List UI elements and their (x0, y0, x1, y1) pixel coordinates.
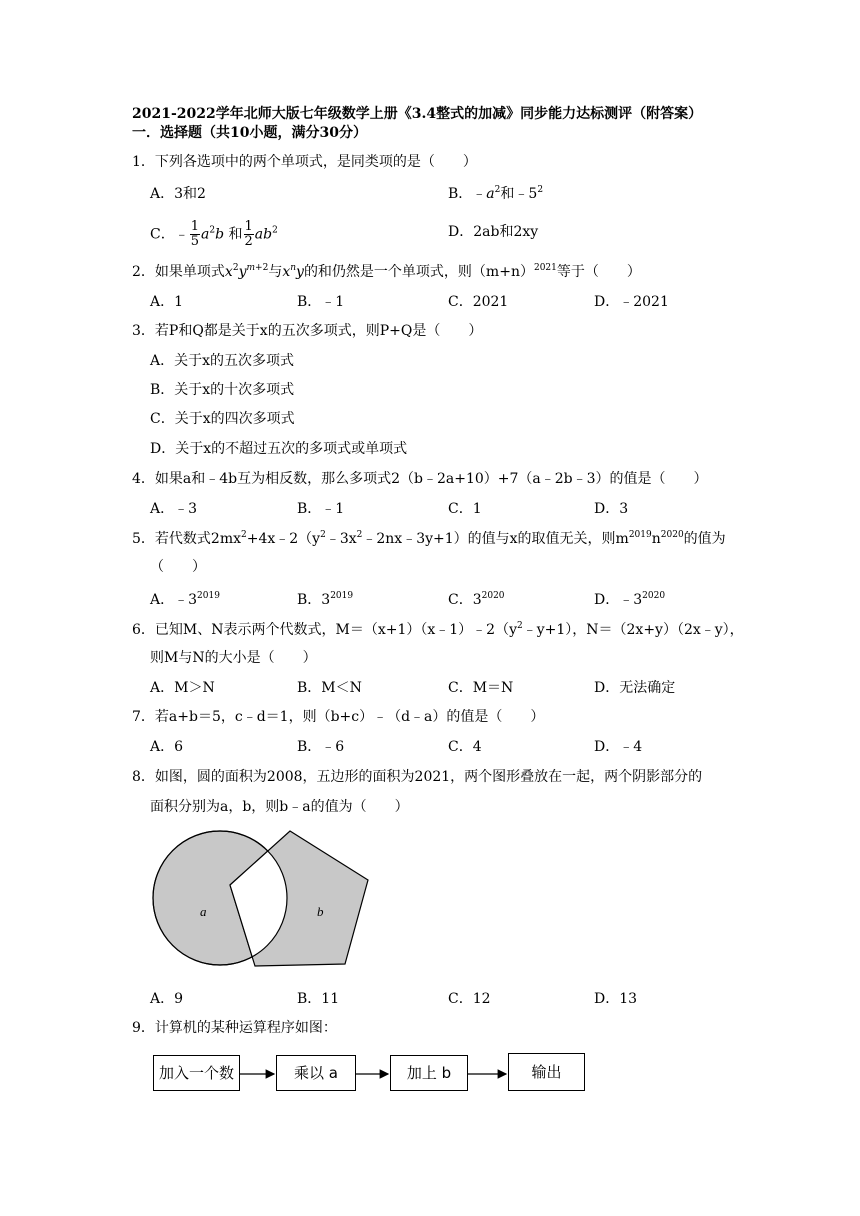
q3-stem: 3．若P和Q都是关于x的五次多项式，则P+Q是（ ） (132, 323, 483, 339)
q7-option-a: A．6 (150, 739, 184, 755)
q6-option-a: A．M＞N (150, 680, 215, 696)
q1-option-c: C．﹣ $\frac{1}{5}$ $a^2b$ 和 $\frac{1}{2}$ $ab^2$ (150, 219, 278, 249)
q2-stem: 2．如果单项式$x^2y^{m+2}$与$x^ny$的和仍然是一个单项式，则$(m+n)^{2021}$等于（ ） (132, 263, 641, 280)
section-heading: 一．选择题（共10小题，满分30分） (132, 125, 367, 141)
q3-option-a: A．关于x的五次多项式 (150, 353, 295, 369)
q6-option-d: D．无法确定 (594, 680, 676, 696)
q4-stem: 4．如果a和﹣4b互为相反数，那么多项式2（b﹣2a+10）+7（a﹣2b﹣3）的值是（ ） (132, 471, 708, 487)
q5-option-b: B．$3^{2019}$ (297, 591, 354, 608)
q6-option-b: B．M＜N (297, 680, 362, 696)
flow-box-input: 加入一个数 (153, 1055, 240, 1091)
q8-stem-line2: 面积分别为a，b，则b﹣a的值为（ ） (150, 799, 409, 815)
q3-option-c: C．关于x的四次多项式 (150, 411, 295, 427)
q1-option-a: A．3和2 (150, 186, 206, 202)
q5-stem-line2: （ ） (150, 559, 206, 575)
label-a: a (200, 904, 207, 919)
q7-stem: 7．若a+b＝5，c﹣d＝1，则（b+c）﹣（d﹣a）的值是（ ） (132, 709, 545, 725)
q4-option-a: A．﹣3 (150, 501, 198, 517)
flow-box-add: 加上 b (390, 1055, 468, 1091)
q1-option-d: D．2ab和2xy (448, 224, 539, 240)
q7-option-c: C．4 (448, 739, 482, 755)
q8-option-c: C．12 (448, 991, 491, 1007)
q3-option-b: B．关于x的十次多项式 (150, 382, 295, 398)
flow-box-multiply: 乘以 a (276, 1055, 356, 1091)
q2-option-a: A．1 (150, 294, 184, 310)
q6-stem-line2: 则M与N的大小是（ ） (150, 650, 317, 666)
q7-option-d: D．﹣4 (594, 739, 643, 755)
q8-option-d: D．13 (594, 991, 638, 1007)
q4-option-d: D．3 (594, 501, 629, 517)
q3-option-d: D．关于x的不超过五次的多项式或单项式 (150, 441, 408, 457)
q4-option-b: B．﹣1 (297, 501, 345, 517)
q8-stem: 8．如图，圆的面积为2008，五边形的面积为2021，两个图形叠放在一起，两个阴影部分的 (132, 769, 703, 785)
label-b: b (317, 904, 324, 919)
q7-option-b: B．﹣6 (297, 739, 345, 755)
flow-box-output: 输出 (508, 1053, 585, 1091)
q1-stem: 1．下列各选项中的两个单项式，是同类项的是（ ） (132, 154, 477, 170)
q4-option-c: C．1 (448, 501, 482, 517)
q2-option-d: D．﹣2021 (594, 294, 669, 310)
q9-stem: 9．计算机的某种运算程序如图： (132, 1020, 337, 1036)
q1-option-b: B．$﹣a^2$和$﹣5^2$ (448, 185, 544, 202)
q5-option-c: C．$3^{2020}$ (448, 591, 505, 608)
q5-option-d: D．$﹣3^{2020}$ (594, 591, 666, 608)
q2-option-c: C．2021 (448, 294, 509, 310)
q8-option-a: A．9 (150, 991, 184, 1007)
q2-option-b: B．﹣1 (297, 294, 345, 310)
q5-option-a: A．$﹣3^{2019}$ (150, 591, 220, 608)
q5-stem: 5．若代数式$2mx^2+4x﹣2(y^2﹣3x^2﹣2nx﹣3y+1)$的值与x的取值无关，则$m^{2019}n^{2020}$的值为 (132, 530, 726, 547)
q6-option-c: C．M＝N (448, 680, 514, 696)
q8-option-b: B．11 (297, 991, 340, 1007)
q6-stem: 6．已知M、N表示两个代数式，$M=(x+1)(x﹣1)﹣2(y^2﹣y+1)$，N＝（2x+y）（2x﹣y）， (132, 621, 744, 638)
page-title: 2021-2022学年北师大版七年级数学上册《3.4整式的加减》同步能力达标测评（附答案） (132, 106, 703, 122)
